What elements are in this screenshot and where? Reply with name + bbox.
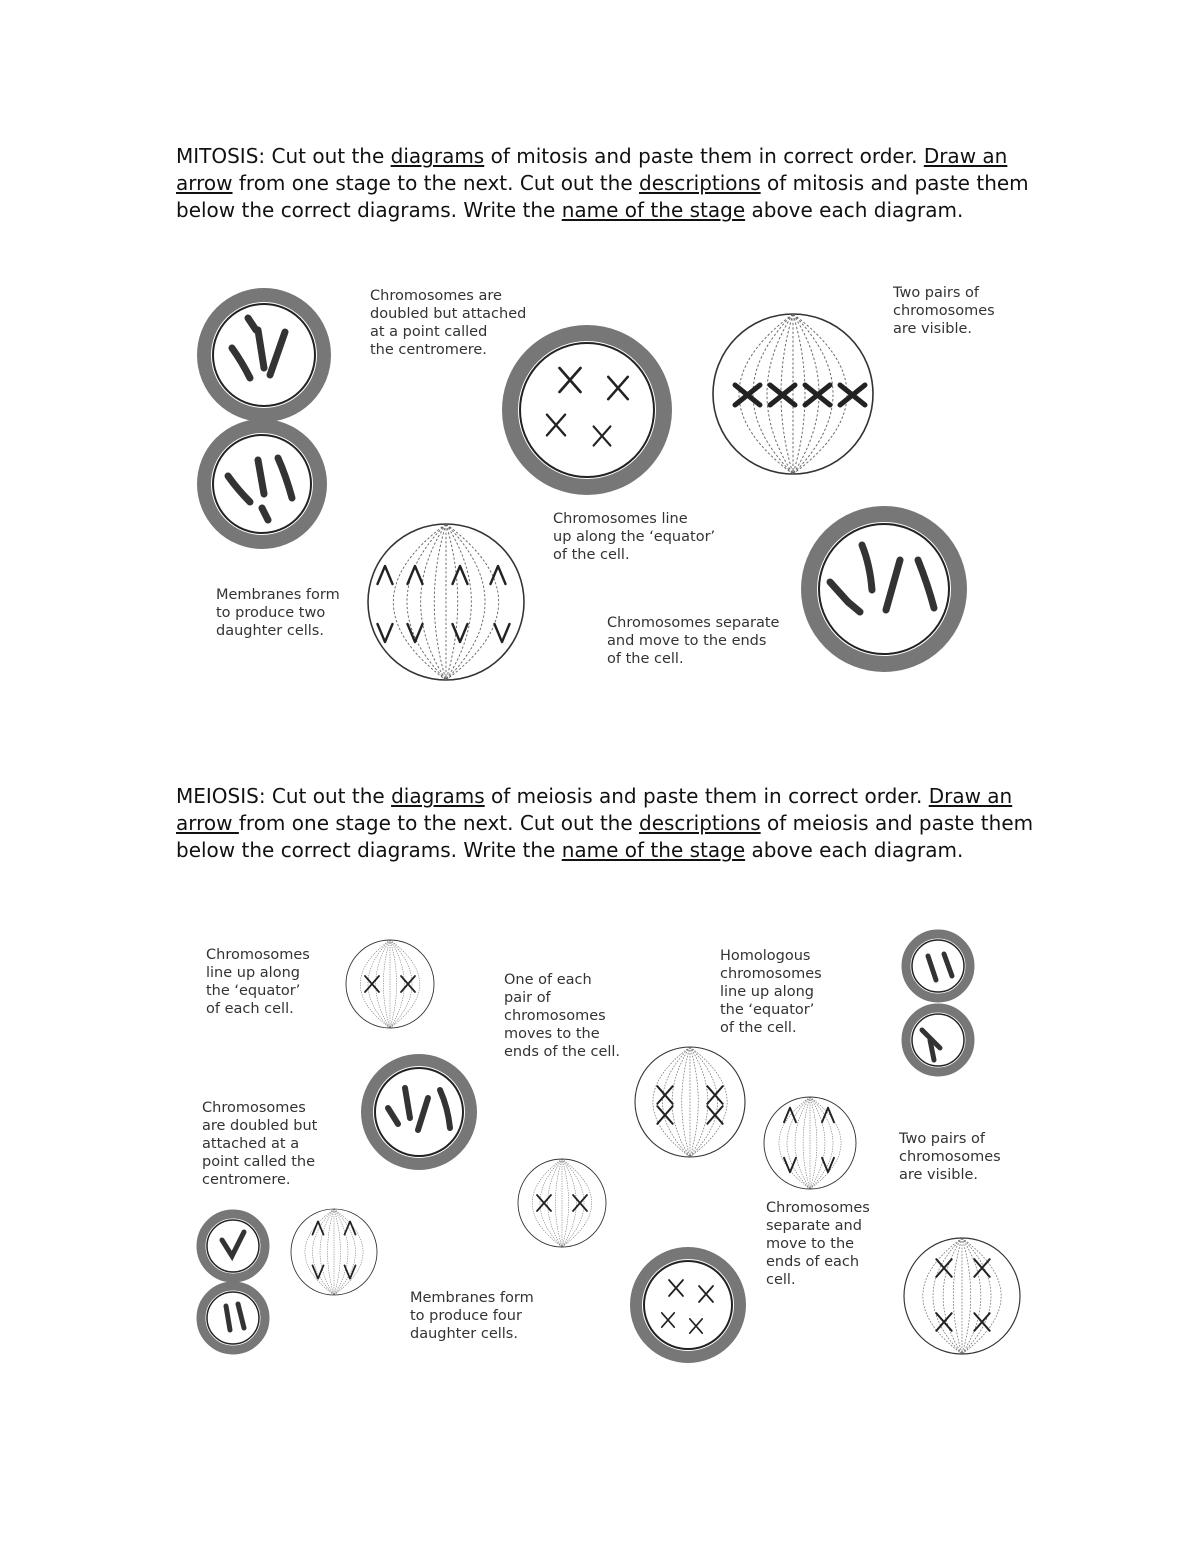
label-line: chromosomes	[720, 966, 822, 982]
mitosis-instr-text-3: from one stage to the next. Cut out the	[232, 171, 639, 195]
meiosis-stage-name-underline: name of the stage	[561, 838, 746, 862]
mitosis-draw-arrow-underline: Draw an arrow	[176, 144, 1008, 195]
label-line: chromosomes	[893, 303, 995, 319]
meiosis-cell-nucleus-single	[367, 1060, 471, 1164]
label-line: chromosomes	[504, 1008, 606, 1024]
meiosis-cell-daughter-1	[906, 934, 970, 998]
meiosis-draw-arrow-underline: Draw an arrow	[176, 784, 1013, 835]
meiosis-cell-daughter-3	[201, 1214, 265, 1278]
label-line: the ‘equator’	[206, 983, 301, 999]
label-line: are doubled but	[202, 1118, 318, 1134]
meiosis-instr-text-2: of meiosis and paste them in correct order.	[484, 784, 929, 808]
label-line: Chromosomes separate	[607, 615, 780, 631]
label-line: Chromosomes	[206, 947, 310, 963]
label-line: Two pairs of	[899, 1131, 986, 1147]
label-line: daughter cells.	[410, 1326, 518, 1342]
mitosis-label-membranes	[216, 586, 340, 640]
label-line: to produce four	[410, 1308, 522, 1324]
meiosis-label-doubled	[202, 1099, 317, 1189]
meiosis-label-line-up-each	[206, 946, 310, 1018]
mitosis-stage-name-underline: name of the stage	[561, 198, 746, 222]
meiosis-diagrams-underline: diagrams	[391, 784, 485, 808]
meiosis-cell-anaphase-1	[764, 1097, 856, 1189]
label-line: of the cell.	[553, 547, 630, 563]
label-line: point called the	[202, 1154, 316, 1170]
mitosis-label-two-pairs	[893, 284, 995, 338]
label-line: ends of the cell.	[504, 1044, 621, 1060]
label-line: move to the	[766, 1236, 855, 1252]
label-line: Chromosomes are	[370, 288, 502, 304]
label-line: of each cell.	[206, 1001, 294, 1017]
mitosis-cell-anaphase	[368, 524, 524, 680]
meiosis-label-homologous	[720, 947, 822, 1037]
mitosis-label-separate	[607, 614, 779, 668]
meiosis-cell-metaphase-1-tetrads	[904, 1238, 1020, 1354]
mitosis-cell-single-chromatids	[204, 295, 324, 415]
mitosis-instr-text-1: MITOSIS: Cut out the	[176, 144, 391, 168]
meiosis-label-membranes	[410, 1289, 534, 1343]
mitosis-instr-text-2: of mitosis and paste them in correct order.	[484, 144, 924, 168]
label-line: Two pairs of	[893, 285, 980, 301]
label-line: centromere.	[202, 1172, 291, 1188]
label-line: Membranes form	[410, 1290, 534, 1306]
label-line: up along the ‘equator’	[553, 529, 716, 545]
meiosis-cell-daughter-4	[201, 1286, 265, 1350]
label-line: ends of each	[766, 1254, 860, 1270]
label-line: the centromere.	[370, 342, 487, 358]
mitosis-cell-doubled-chromosomes	[510, 333, 664, 487]
meiosis-cell-metaphase-2b	[518, 1159, 606, 1247]
meiosis-instr-text-1: MEIOSIS: Cut out the	[176, 784, 392, 808]
meiosis-descriptions-underline: descriptions	[639, 811, 761, 835]
label-line: line up along	[206, 965, 300, 981]
mitosis-label-doubled	[370, 287, 526, 359]
label-line: attached at a	[202, 1136, 300, 1152]
label-line: and move to the ends	[607, 633, 767, 649]
label-line: chromosomes	[899, 1149, 1001, 1165]
meiosis-cell-anaphase-2	[291, 1209, 377, 1295]
label-line: of the cell.	[720, 1020, 797, 1036]
label-line: the ‘equator’	[720, 1002, 815, 1018]
label-line: are visible.	[893, 321, 973, 337]
mitosis-instr-text-4: of mitosis and paste them below the correct diagrams. Write the	[176, 171, 1029, 222]
label-line: Membranes form	[216, 587, 340, 603]
label-line: of the cell.	[607, 651, 684, 667]
label-line: Chromosomes line	[553, 511, 688, 527]
mitosis-cell-large-nucleus	[809, 514, 959, 664]
label-line: Chromosomes	[766, 1200, 870, 1216]
label-line: pair of	[504, 990, 551, 1006]
label-line: One of each	[504, 972, 592, 988]
meiosis-instr-text-5: above each diagram.	[745, 838, 964, 862]
label-line: cell.	[766, 1272, 796, 1288]
meiosis-cell-metaphase-2	[346, 940, 434, 1028]
label-line: Homologous	[720, 948, 811, 964]
mitosis-instr-text-5: above each diagram.	[745, 198, 964, 222]
mitosis-cell-single-chromatids-2	[204, 426, 320, 542]
meiosis-instr-text-4: of meiosis and paste them below the correct diagrams. Write the	[176, 811, 1034, 862]
label-line: are visible.	[899, 1167, 979, 1183]
label-line: Chromosomes	[202, 1100, 306, 1116]
mitosis-descriptions-underline: descriptions	[639, 171, 761, 195]
meiosis-label-one-of-each	[504, 971, 620, 1061]
label-line: to produce two	[216, 605, 326, 621]
meiosis-cell-daughter-2	[906, 1008, 970, 1072]
label-line: line up along	[720, 984, 814, 1000]
meiosis-label-separate	[766, 1199, 870, 1289]
mitosis-diagrams-underline: diagrams	[390, 144, 485, 168]
mitosis-label-line-up	[553, 510, 715, 564]
meiosis-cell-doubled-chromosomes	[636, 1253, 740, 1357]
label-line: daughter cells.	[216, 623, 324, 639]
label-line: at a point called	[370, 324, 488, 340]
label-line: doubled but attached	[370, 306, 527, 322]
label-line: separate and	[766, 1218, 862, 1234]
label-line: moves to the	[504, 1026, 600, 1042]
meiosis-label-two-pairs	[899, 1130, 1001, 1184]
meiosis-instr-text-3: from one stage to the next. Cut out the	[238, 811, 639, 835]
meiosis-cell-homologous-metaphase	[635, 1047, 745, 1157]
mitosis-cell-metaphase	[713, 314, 873, 474]
